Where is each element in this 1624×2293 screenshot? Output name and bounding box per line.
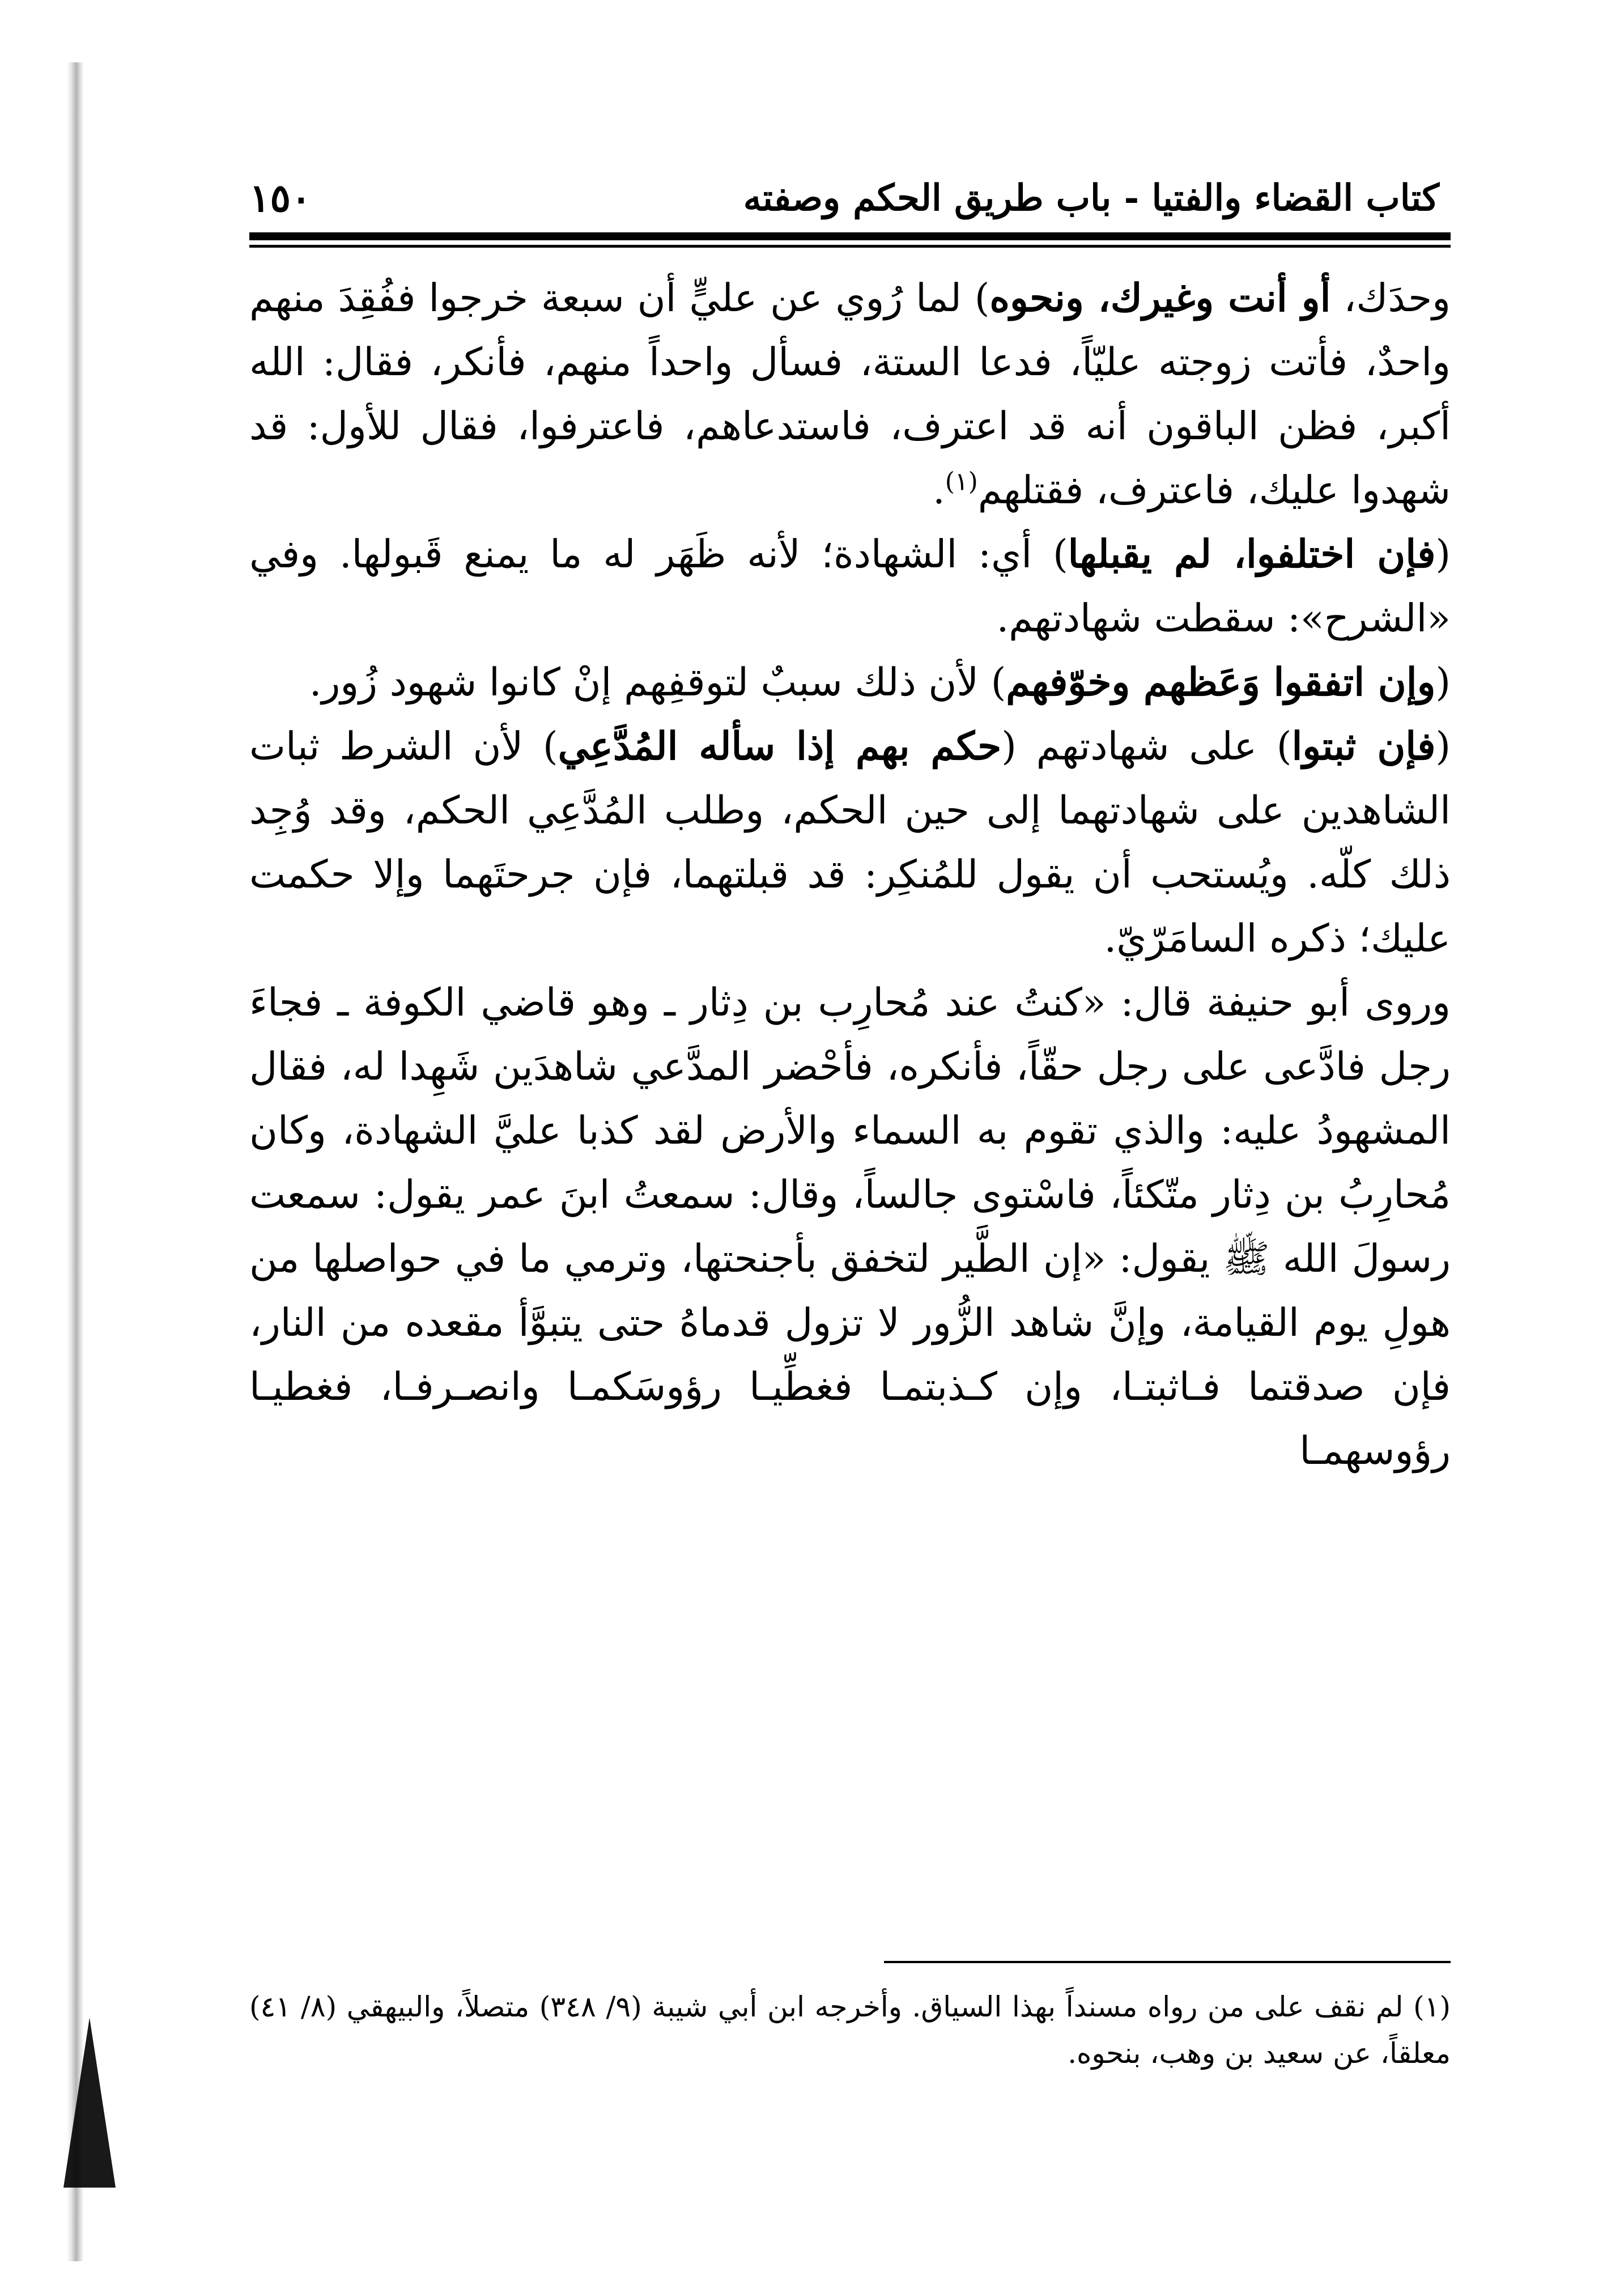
footnote-reference: (١) bbox=[945, 467, 978, 496]
header-rule-thin bbox=[249, 245, 1451, 248]
paragraph-2-bold: فإن اختلفوا، لم يقبلها bbox=[1068, 532, 1436, 577]
paragraph-5 bbox=[249, 971, 1451, 1483]
paragraph-2-text: ) أي: الشهادة؛ لأنه ظَهَر له ما يمنع قَبولها. وفي «الشرح»: سقطت شهادتهم. bbox=[249, 532, 1451, 641]
footnote-rule bbox=[884, 1961, 1451, 1963]
header-rule-thick bbox=[249, 232, 1451, 240]
paragraph-2 bbox=[249, 523, 1451, 651]
page-header bbox=[249, 170, 1451, 227]
paragraph-4-lead: ( bbox=[1435, 724, 1451, 769]
page-number: ١٥٠ bbox=[249, 176, 312, 221]
running-title: كتاب القضاء والفتيا - باب طريق الحكم وصفته bbox=[743, 177, 1439, 219]
paragraph-4-mid: ) على شهادتهم ( bbox=[1001, 724, 1292, 769]
paragraph-1-text: ) لما رُوي عن عليٍّ أن سبعة خرجوا ففُقِدَ منهم واحدٌ، فأتت زوجته عليّاً، فدعا الستة، فسأل واحداً منهم، فأنكر، فقال: الله أكبر، فظن الباقون أنه قد اعترف، فاستدعاهم، فاعترفوا، فقال للأول: قد شهدوا عليك، فاعترف، فقتلهم bbox=[249, 276, 1451, 513]
paragraph-3-text: ) لأن ذلك سببٌ لتوقفِهم إنْ كانوا شهود زُور. bbox=[309, 660, 1006, 705]
paragraph-1-end: . bbox=[933, 468, 945, 513]
paragraph-3-lead: ( bbox=[1435, 660, 1451, 705]
paragraph-4-bold: فإن ثبتوا bbox=[1291, 724, 1436, 769]
paragraph-3-bold: وإن اتفقوا وَعَظهم وخوّفهم bbox=[1006, 660, 1436, 705]
paragraph-1 bbox=[249, 266, 1451, 523]
paragraph-5-text: وروى أبو حنيفة قال: «كنتُ عند مُحارِب بن دِثار ـ وهو قاضي الكوفة ـ فجاءَ رجل فادَّعى على رجل حقّاً، فأنكره، فأحْضر المدَّعي شاهدَين شَهِدا له، فقال المشهودُ عليه: والذي تقوم به السماء والأرض لقد كذبا عليَّ الشهادة، وكان مُحارِبُ بن دِثار متّكئاً، فاسْتوى جالساً، وقال: سمعتُ ابنَ عمر يقول: سمعت رسولَ الله ﷺ يقول: «إن الطَّير لتخفق بأجنحتها، وترمي ما في حواصلها من هولِ يوم القيامة، وإنَّ شاهد الزُّور لا تزول قدماهُ حتى يتبوَّأ مقعده من النار، فإن صدقتما فـاثبتـا، وإن كـذبتمـا فغطِّيـا رؤوسَكمـا وانصـرفـا، فغطيـا رؤوسهمـا bbox=[249, 980, 1451, 1474]
footnote-text: لم نقف على من رواه مسنداً بهذا السياق. وأخرجه ابن أبي شيبة (٩/ ٣٤٨) متصلاً، والبيهقي (٨/ ٤١) معلقاً، عن سعيد بن وهب، بنحوه. bbox=[249, 1990, 1451, 2070]
footnote-marker: (١) bbox=[1413, 1990, 1451, 2023]
paragraph-1-bold: أو أنت وغيرك، ونحوه bbox=[989, 275, 1331, 321]
scan-binding-edge bbox=[67, 62, 84, 2261]
paragraph-4 bbox=[249, 715, 1451, 971]
paragraph-4-bold-2: حكم بهم إذا سأله المُدَّعِي bbox=[558, 724, 1002, 769]
main-text bbox=[249, 266, 1451, 1483]
paragraph-1-lead: وحدَك، bbox=[1330, 276, 1451, 321]
footnote bbox=[249, 1984, 1451, 2077]
paragraph-3 bbox=[249, 651, 1451, 715]
scan-binding-shadow bbox=[63, 2018, 116, 2188]
paragraph-4-text: ) لأن الشرط ثبات الشاهدين على شهادتهما إلى حين الحكم، وطلب المُدَّعِي الحكم، وقد وُجِد ذلك كلّه. ويُستحب أن يقول للمُنكِر: قد قبلتهما، فإن جرحتَهما وإلا حكمت عليك؛ ذكره السامَرّيّ. bbox=[249, 724, 1451, 961]
paragraph-2-lead: ( bbox=[1435, 532, 1451, 577]
